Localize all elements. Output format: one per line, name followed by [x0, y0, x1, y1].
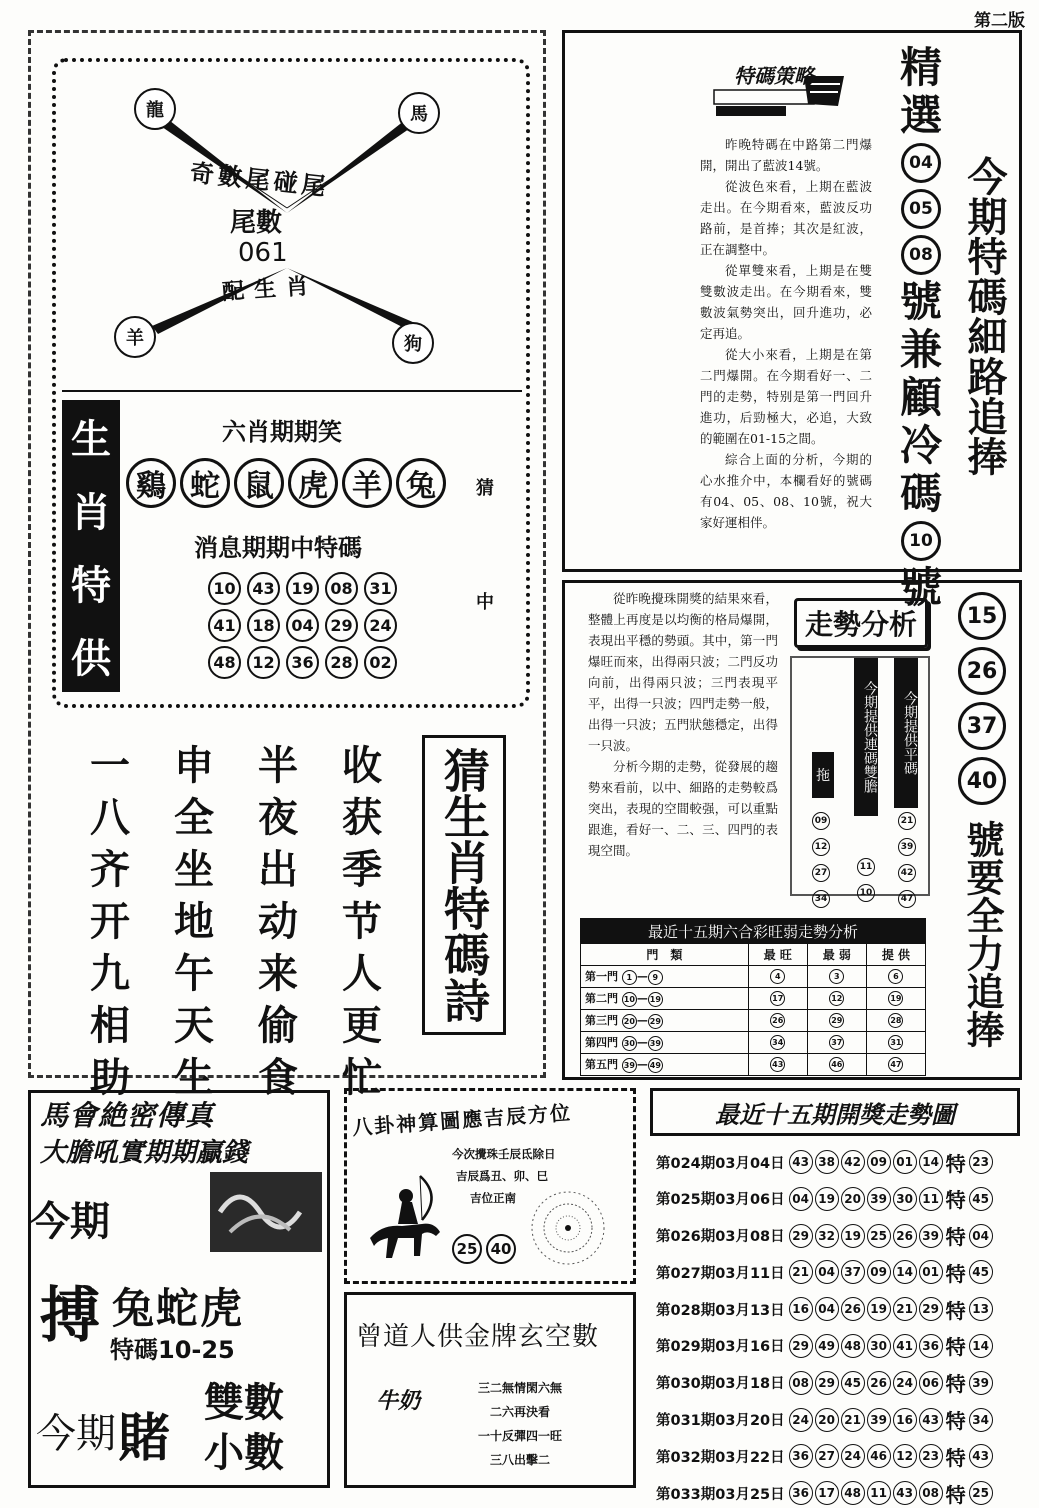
- max-ball: 17: [770, 991, 785, 1006]
- table-row: 第三門 20 — 29 26 29 28: [581, 1010, 926, 1032]
- table-row: 第二門 10 — 19 17 12 19: [581, 988, 926, 1010]
- chase-ball: 26: [958, 647, 1006, 695]
- strategy-paragraph: 從波色來看，上期在藍波走出。在今期看來，藍波反功路前，是首捧；其次是紅波，正在調整中。: [700, 179, 872, 257]
- bagua-title: 八卦神算圖應吉辰方位: [351, 1100, 573, 1140]
- number-ball: 31: [364, 572, 397, 605]
- draw-ball: 25: [867, 1224, 891, 1248]
- poem-char: 半: [258, 742, 298, 789]
- draw-ball: 20: [841, 1187, 865, 1211]
- range-end: 29: [648, 1014, 663, 1029]
- flat-ball: 47: [898, 890, 916, 908]
- strategy-text: [700, 134, 872, 533]
- draw-ball: 04: [789, 1187, 813, 1211]
- range-start: 39: [622, 1058, 637, 1073]
- draw-ball: 11: [867, 1481, 891, 1505]
- draw-ball: 48: [841, 1481, 865, 1505]
- match-zodiac-label: 配生肖: [221, 272, 319, 306]
- number-ball: 28: [325, 646, 358, 679]
- draw-ball: 23: [919, 1444, 943, 1468]
- animal-dragon: 龍: [134, 88, 176, 130]
- special-label: 特: [945, 1261, 966, 1286]
- offer-ball: 19: [888, 991, 903, 1006]
- poem-char: 动: [258, 898, 298, 945]
- bet-char: 搏: [40, 1281, 100, 1351]
- draw-ball: 14: [893, 1260, 917, 1284]
- special-label: 特: [945, 1188, 966, 1213]
- zodiac-chicken: 鷄: [126, 458, 176, 508]
- bet-type: 小數: [204, 1429, 284, 1476]
- draw-row: [656, 1369, 993, 1397]
- tail-label: 尾數: [230, 208, 283, 238]
- poem-column: [342, 742, 382, 1101]
- zodiac-special-banner: [62, 400, 120, 692]
- min-ball: 12: [829, 991, 844, 1006]
- draws-list: [656, 1148, 993, 1507]
- strategy-paragraph: 從單雙來看，上期是在雙雙數波走出。在今期看來，雙數波氣勢突出，回升進功，必定再追。: [700, 263, 872, 341]
- number-ball: 18: [247, 609, 280, 642]
- draw-ball: 01: [919, 1260, 943, 1284]
- draw-label: 第028期03月13日: [656, 1302, 785, 1319]
- draw-ball: 16: [789, 1297, 813, 1321]
- pair-ball: 11: [857, 858, 875, 876]
- draw-label: 第025期03月06日: [656, 1192, 785, 1209]
- draw-ball: 29: [815, 1371, 839, 1395]
- featured-char: 號: [899, 277, 942, 326]
- poem-char: 天: [174, 1002, 214, 1049]
- strategy-paragraph: 從大小來看，上期是在第二門爆開。在今期看好一、二門的走勢，特别是第一門回升進功，后勁極大，必追，大致的範圍在01-15之間。: [700, 347, 872, 446]
- max-ball: 34: [770, 1035, 785, 1050]
- featured-ball: 10: [901, 521, 941, 561]
- max-ball: 26: [770, 1013, 785, 1028]
- door-label: 第一門: [585, 970, 618, 983]
- special-ball: 14: [969, 1334, 993, 1358]
- strength-table: [580, 918, 926, 1076]
- draw-row: [656, 1479, 993, 1507]
- draw-ball: 29: [919, 1297, 943, 1321]
- draw-ball: 20: [815, 1408, 839, 1432]
- number-ball: 43: [247, 572, 280, 605]
- draw-row: [656, 1222, 993, 1250]
- poem-column: [174, 742, 214, 1101]
- poem-char: 坐: [174, 846, 214, 893]
- special-label: 特: [945, 1482, 966, 1507]
- door-label: 第二門: [585, 992, 618, 1005]
- poem-char: 生: [174, 1054, 214, 1101]
- table-row: 第四門 30 — 39 34 37 31: [581, 1032, 926, 1054]
- draw-ball: 04: [815, 1297, 839, 1321]
- range-end: 19: [648, 992, 663, 1007]
- draw-label: 第026期03月08日: [656, 1229, 785, 1246]
- draw-ball: 39: [919, 1224, 943, 1248]
- min-ball: 37: [829, 1035, 844, 1050]
- strategy-paragraph: 昨晚特碼在中路第二門爆開，開出了藍波14號。: [700, 137, 872, 173]
- pair-numbers: [857, 858, 875, 902]
- poem-column: [90, 742, 130, 1101]
- special-ball: 23: [969, 1150, 993, 1174]
- draw-ball: 30: [893, 1187, 917, 1211]
- number-ball: 19: [286, 572, 319, 605]
- max-ball: 4: [770, 969, 785, 984]
- horse-fax-subtitle: 大膽吼實期期贏錢: [40, 1138, 249, 1168]
- special-ball: 43: [969, 1444, 993, 1468]
- poem-char: 齐: [90, 846, 130, 893]
- edition-label: 第二版: [974, 11, 1025, 31]
- bet-type: 雙數: [204, 1379, 284, 1426]
- horse-rider-icon: [362, 1166, 448, 1266]
- bagua-numbers: [452, 1234, 516, 1264]
- featured-char: 兼: [899, 325, 942, 374]
- draw-row: [656, 1406, 993, 1434]
- draw-ball: 30: [867, 1334, 891, 1358]
- draw-ball: 21: [841, 1408, 865, 1432]
- draw-ball: 29: [789, 1334, 813, 1358]
- special-label: 特: [945, 1372, 966, 1397]
- draw-ball: 27: [815, 1444, 839, 1468]
- poem-char: 节: [342, 898, 382, 945]
- special-ball: 25: [969, 1481, 993, 1505]
- draw-ball: 17: [815, 1481, 839, 1505]
- draw-label: 第031期03月20日: [656, 1413, 785, 1430]
- draw-ball: 24: [841, 1444, 865, 1468]
- draw-ball: 19: [867, 1297, 891, 1321]
- draws-title: 最近十五期開獎走勢圖: [650, 1088, 1020, 1136]
- poem-line: 一十反彈四一旺: [478, 1429, 563, 1443]
- animal-dog: 狗: [392, 322, 434, 364]
- banner-char: 特: [71, 562, 111, 609]
- draw-ball: 12: [893, 1444, 917, 1468]
- draw-label: 第032期03月22日: [656, 1449, 785, 1466]
- draw-row: [656, 1332, 993, 1360]
- range-start: 1: [622, 970, 637, 985]
- draw-ball: 11: [919, 1187, 943, 1211]
- special-range: 特碼10-25: [110, 1336, 235, 1364]
- bet-animals: 兔蛇虎: [112, 1284, 245, 1333]
- poem-char: 申: [174, 742, 214, 789]
- bagua-line: 今次攪珠壬辰氐除日: [452, 1147, 556, 1161]
- horse-fax-title: 馬會絶密傳真: [40, 1099, 215, 1132]
- poem-column: [258, 742, 298, 1101]
- draw-ball: 19: [841, 1224, 865, 1248]
- draw-ball: 21: [789, 1260, 813, 1284]
- poem-char: 夜: [258, 794, 298, 841]
- flat-picks-label: 今期提供平碼: [894, 658, 918, 808]
- poem-char: 人: [342, 950, 382, 997]
- special-ball: 45: [969, 1187, 993, 1211]
- trend-paragraph: 從昨晚攪珠開獎的結果來看，整體上再度是以均衡的格局爆開，表現出平穩的勢頭。其中，第一門爆旺而來，出得兩只波；二門反功向前，出得兩只波；三門表現平平，出得一只波；四門走勢一般，出得一只波；五門狀態穩定，出得一只波。: [588, 591, 778, 753]
- animal-goat: 羊: [114, 316, 156, 358]
- this-period-label: 今期: [30, 1198, 110, 1245]
- draw-ball: 36: [789, 1481, 813, 1505]
- draw-ball: 45: [841, 1371, 865, 1395]
- range-end: 49: [648, 1058, 663, 1073]
- draw-ball: 42: [841, 1150, 865, 1174]
- this-period-label-2: 今期: [36, 1411, 116, 1457]
- guess-char: 中: [476, 592, 494, 613]
- number-ball: 48: [208, 646, 241, 679]
- chase-label: 號要全力追捧: [960, 820, 1004, 1048]
- number-ball: 24: [364, 609, 397, 642]
- featured-char: 冷: [899, 421, 942, 470]
- special-ball: 34: [969, 1408, 993, 1432]
- range-start: 30: [622, 1036, 637, 1051]
- range-end: 9: [648, 970, 663, 985]
- min-ball: 29: [829, 1013, 844, 1028]
- draw-ball: 21: [893, 1297, 917, 1321]
- six-zodiac-row: [126, 458, 446, 508]
- draw-label: 第029期03月16日: [656, 1339, 785, 1356]
- draw-ball: 24: [893, 1371, 917, 1395]
- special-ball: 04: [969, 1224, 993, 1248]
- door-label: 第五門: [585, 1058, 618, 1071]
- featured-char: 碼: [899, 469, 942, 518]
- featured-char: 精: [899, 43, 942, 92]
- offer-ball: 6: [888, 969, 903, 984]
- number-ball: 08: [325, 572, 358, 605]
- number-ball: 10: [208, 572, 241, 605]
- banner-char: 生: [71, 416, 111, 463]
- draw-row: [656, 1185, 993, 1213]
- calligraphy-image: [210, 1172, 322, 1252]
- bagua-line: 吉位正南: [470, 1191, 516, 1205]
- draw-ball: 37: [841, 1260, 865, 1284]
- drag-ball: 09: [812, 812, 830, 830]
- offer-ball: 31: [888, 1035, 903, 1050]
- draw-row: [656, 1258, 993, 1286]
- flat-numbers: [898, 812, 916, 908]
- draw-row: [656, 1295, 993, 1323]
- gamble-char: 賭: [118, 1408, 171, 1469]
- draw-row: [656, 1442, 993, 1470]
- door-label: 第四門: [585, 1036, 618, 1049]
- poem-line: 三八出擊二: [490, 1453, 551, 1467]
- number-ball: 04: [286, 609, 319, 642]
- poem-title-box: [422, 735, 506, 1035]
- chase-ball: 37: [958, 702, 1006, 750]
- draw-ball: 38: [815, 1150, 839, 1174]
- table-row: 第一門 1 — 9 4 3 6: [581, 966, 926, 988]
- drag-ball: 34: [812, 890, 830, 908]
- draw-ball: 46: [867, 1444, 891, 1468]
- zodiac-tiger: 虎: [288, 458, 338, 508]
- xuankong-logo: 牛奶: [376, 1389, 421, 1414]
- trend-text: [588, 588, 778, 861]
- pair-picks-label: 今期提供連碼雙膽: [854, 658, 878, 816]
- banner-char: 肖: [71, 489, 111, 536]
- poem-char: 九: [90, 950, 130, 997]
- special-label: 特: [945, 1445, 966, 1470]
- featured-char: 顧: [899, 373, 942, 422]
- poem-char: 食: [258, 1054, 298, 1101]
- draw-ball: 41: [893, 1334, 917, 1358]
- draw-ball: 26: [867, 1371, 891, 1395]
- strategy-paragraph: 綜合上面的分析，今期的心水推介中，本欄看好的號碼有04、05、08、10號，祝大家好運相伴。: [700, 452, 872, 530]
- table-header: 最 旺: [748, 944, 807, 966]
- min-ball: 3: [829, 969, 844, 984]
- featured-char: 號: [899, 563, 942, 612]
- pair-ball: 10: [857, 884, 875, 902]
- featured-ball: 05: [901, 189, 941, 229]
- trend-paragraph: 分析今期的走勢，從發展的趨勢來看前，以中、細路的走勢較爲突出，表現的空間較强，可以重點跟進，看好一、二、三、四門的表現空間。: [588, 759, 778, 858]
- flat-ball: 42: [898, 864, 916, 882]
- number-ball: 36: [286, 646, 319, 679]
- guess-char: 猜: [476, 478, 494, 499]
- guess-side-text: [476, 480, 494, 612]
- chase-numbers: [958, 592, 1006, 805]
- animal-horse: 馬: [398, 92, 440, 134]
- draw-ball: 09: [867, 1150, 891, 1174]
- draw-ball: 08: [919, 1481, 943, 1505]
- zodiac-rat: 鼠: [234, 458, 284, 508]
- flat-ball: 39: [898, 838, 916, 856]
- trend-title: 走勢分析: [794, 598, 928, 648]
- draw-label: 第027期03月11日: [656, 1265, 785, 1282]
- number-ball: 12: [247, 646, 280, 679]
- min-ball: 46: [829, 1057, 844, 1072]
- tail-number: 061: [238, 238, 288, 268]
- poem-title: 猜生肖特碼詩: [437, 747, 491, 1023]
- strategy-logo-text: 特碼策略: [734, 64, 814, 88]
- featured-char: 選: [899, 91, 942, 140]
- special-label: 特: [945, 1151, 966, 1176]
- poem-char: 收: [342, 742, 382, 789]
- draw-ball: 39: [867, 1408, 891, 1432]
- draw-ball: 26: [841, 1297, 865, 1321]
- zodiac-rabbit: 兔: [396, 458, 446, 508]
- featured-ball: 08: [901, 235, 941, 275]
- draw-label: 第033期03月25日: [656, 1486, 785, 1503]
- draw-ball: 06: [919, 1371, 943, 1395]
- draw-ball: 16: [893, 1408, 917, 1432]
- draw-ball: 26: [893, 1224, 917, 1248]
- xuankong-poem: [478, 1376, 562, 1472]
- draw-ball: 43: [919, 1408, 943, 1432]
- special-numbers-grid: [208, 572, 398, 679]
- poem-char: 相: [90, 1002, 130, 1049]
- table-caption: 最近十五期六合彩旺弱走勢分析: [581, 919, 926, 944]
- table-header: 門 類: [581, 944, 749, 966]
- draw-ball: 43: [789, 1150, 813, 1174]
- poem-char: 开: [90, 898, 130, 945]
- poem-char: 地: [174, 898, 214, 945]
- poem-char: 全: [174, 794, 214, 841]
- table-header: 提 供: [866, 944, 925, 966]
- bet-types: [204, 1378, 284, 1478]
- draw-label: 第024期03月04日: [656, 1155, 785, 1172]
- draw-ball: 24: [789, 1408, 813, 1432]
- drag-ball: 12: [812, 838, 830, 856]
- poem-char: 忙: [342, 1054, 382, 1101]
- poem-char: 季: [342, 846, 382, 893]
- poem-char: 午: [174, 950, 214, 997]
- drag-numbers: [812, 812, 830, 908]
- range-start: 10: [622, 992, 637, 1007]
- message-title: 消息期期中特碼: [194, 534, 362, 562]
- bagua-ball: 25: [452, 1234, 482, 1264]
- number-ball: 02: [364, 646, 397, 679]
- draw-ball: 08: [789, 1371, 813, 1395]
- poem-char: 八: [90, 794, 130, 841]
- chase-ball: 15: [958, 592, 1006, 640]
- draw-ball: 32: [815, 1224, 839, 1248]
- door-label: 第三門: [585, 1014, 618, 1027]
- calligraphy-icon: [210, 1172, 322, 1252]
- offer-ball: 28: [888, 1013, 903, 1028]
- offer-ball: 47: [888, 1057, 903, 1072]
- poem-char: 更: [342, 1002, 382, 1049]
- odd-tail-title: 奇數尾碰尾: [188, 157, 331, 202]
- draw-ball: 39: [867, 1187, 891, 1211]
- draw-row: [656, 1148, 993, 1176]
- draw-ball: 48: [841, 1334, 865, 1358]
- poem-char: 出: [258, 846, 298, 893]
- draw-ball: 19: [815, 1187, 839, 1211]
- drag-label: 拖: [812, 752, 834, 798]
- bagua-compass-icon: [512, 1188, 624, 1268]
- bagua-ball: 40: [486, 1234, 516, 1264]
- special-label: 特: [945, 1409, 966, 1434]
- divider: [62, 390, 522, 392]
- xuankong-title: 曾道人供金牌玄空數: [356, 1322, 600, 1352]
- special-ball: 13: [969, 1297, 993, 1321]
- draw-ball: 01: [893, 1150, 917, 1174]
- draw-ball: 14: [919, 1150, 943, 1174]
- special-ball: 39: [969, 1371, 993, 1395]
- table-row: 第五門 39 — 49 43 46 47: [581, 1054, 926, 1076]
- draw-ball: 36: [919, 1334, 943, 1358]
- draw-ball: 36: [789, 1444, 813, 1468]
- draw-ball: 29: [789, 1224, 813, 1248]
- special-ball: 45: [969, 1260, 993, 1284]
- flat-ball: 21: [898, 812, 916, 830]
- number-ball: 29: [325, 609, 358, 642]
- poem-line: 二六再決看: [490, 1405, 551, 1419]
- drag-ball: 27: [812, 864, 830, 882]
- number-ball: 41: [208, 609, 241, 642]
- special-label: 特: [945, 1298, 966, 1323]
- draw-ball: 43: [893, 1481, 917, 1505]
- draw-label: 第030期03月18日: [656, 1376, 785, 1393]
- chase-ball: 40: [958, 757, 1006, 805]
- special-label: 特: [945, 1335, 966, 1360]
- max-ball: 43: [770, 1057, 785, 1072]
- zodiac-goat: 羊: [342, 458, 392, 508]
- poem-char: 来: [258, 950, 298, 997]
- featured-numbers-column: [896, 44, 946, 612]
- banner-char: 供: [71, 635, 111, 682]
- range-end: 39: [648, 1036, 663, 1051]
- six-zodiac-title: 六肖期期笑: [222, 418, 342, 446]
- poem-char: 一: [90, 742, 130, 789]
- poem-char: 获: [342, 794, 382, 841]
- poem-char: 偷: [258, 1002, 298, 1049]
- poem-char: 助: [90, 1054, 130, 1101]
- bagua-line: 吉辰爲丑、卯、巳: [456, 1169, 548, 1183]
- range-start: 20: [622, 1014, 637, 1029]
- special-label: 特: [945, 1225, 966, 1250]
- zodiac-snake: 蛇: [180, 458, 230, 508]
- draw-ball: 04: [815, 1260, 839, 1284]
- strategy-side-title: 今期特碼細路追捧: [961, 156, 1007, 476]
- draw-ball: 49: [815, 1334, 839, 1358]
- poem-line: 三二無情閑六無: [478, 1381, 563, 1395]
- zodiac-poem: [90, 742, 382, 1101]
- featured-ball: 04: [901, 143, 941, 183]
- draw-ball: 09: [867, 1260, 891, 1284]
- table-header: 最 弱: [807, 944, 866, 966]
